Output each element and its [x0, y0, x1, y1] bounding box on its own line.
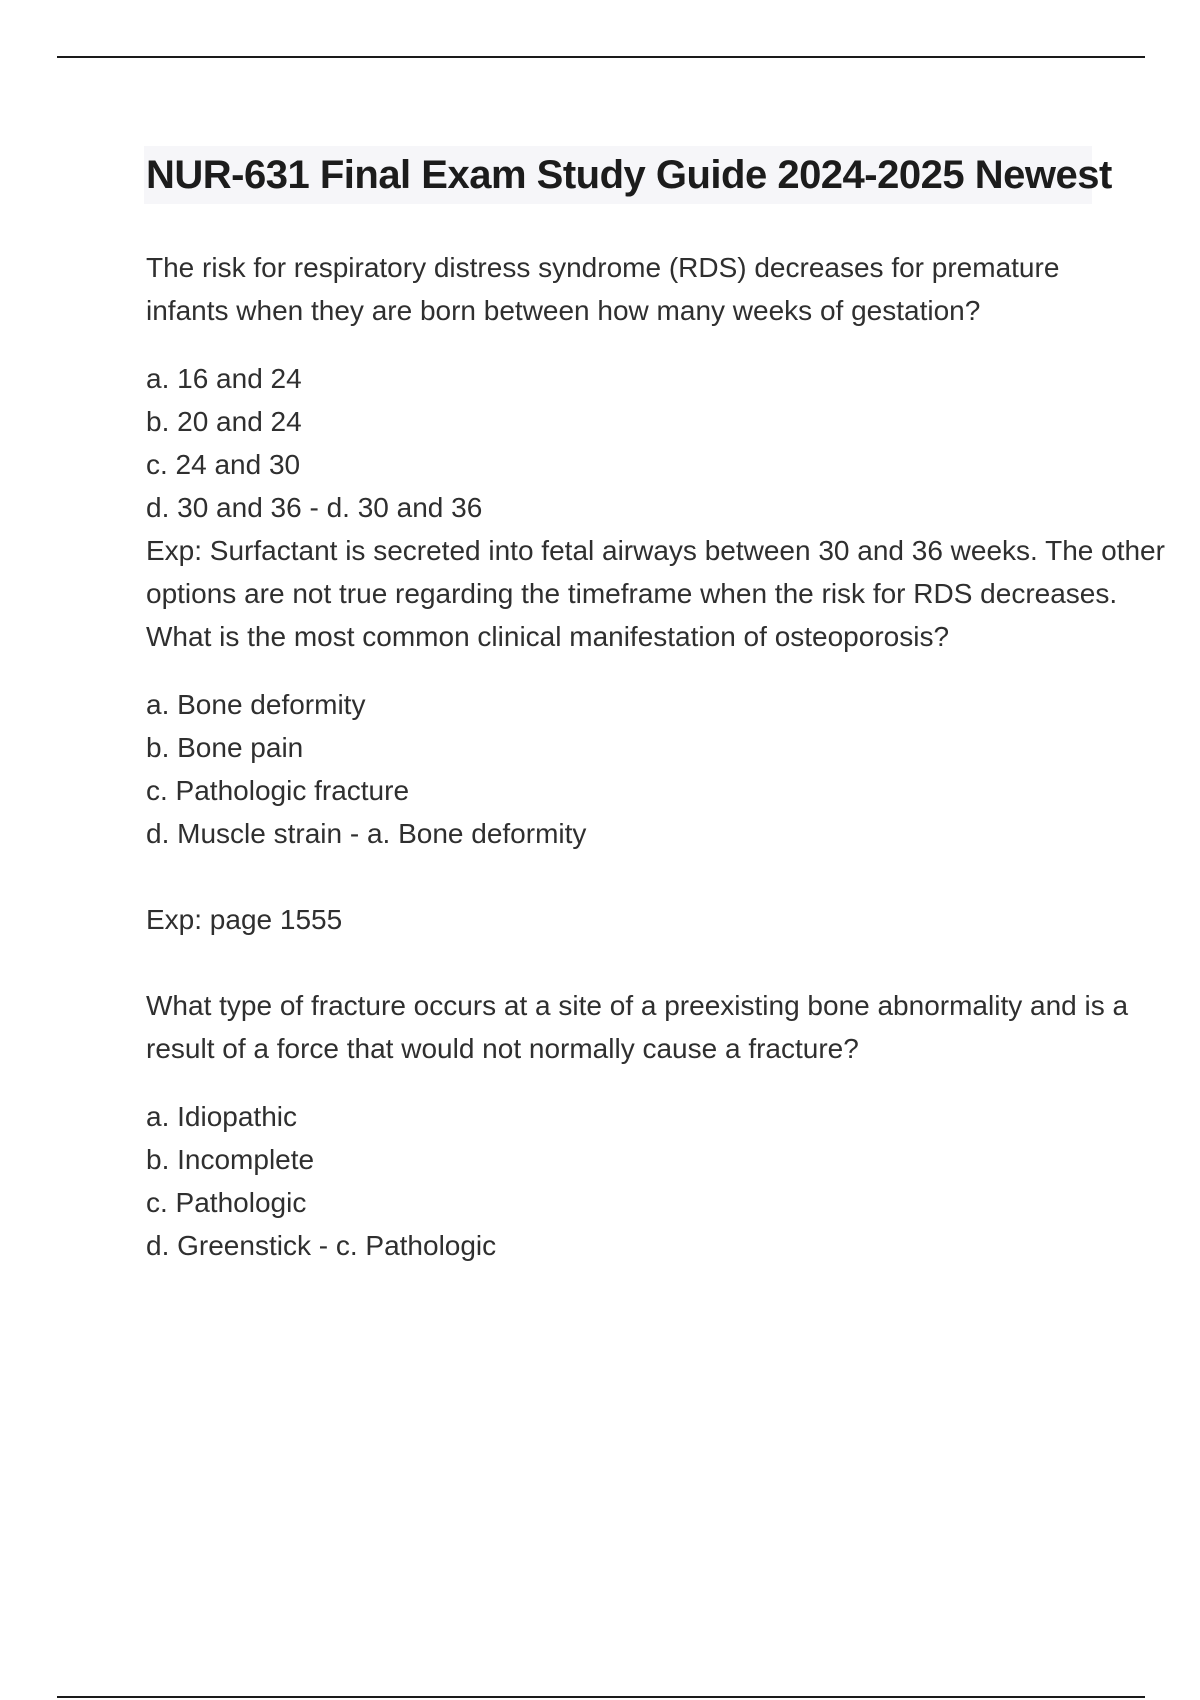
explanation-text: options are not true regarding the timeframe when the risk for RDS decreases. — [146, 578, 1118, 609]
explanation-text: Exp: page 1555 — [146, 904, 343, 935]
answer-option: c. Pathologic — [146, 1187, 307, 1218]
question-block-2 — [146, 615, 1106, 984]
question-text: What is the most common clinical manifestation of osteoporosis? — [146, 621, 950, 652]
question-text: result of a force that would not normally cause a fracture? — [146, 1033, 859, 1064]
answer-option: a. Idiopathic — [146, 1101, 297, 1132]
answer-option: c. Pathologic fracture — [146, 775, 410, 806]
question-block-3 — [146, 984, 1129, 1267]
question-text: What type of fracture occurs at a site of a preexisting bone abnormality and is a — [146, 990, 1129, 1021]
document-body — [146, 246, 1165, 1267]
answer-option: c. 24 and 30 — [146, 449, 301, 480]
answer-option: a. Bone deformity — [146, 689, 366, 720]
top-rule — [57, 56, 1145, 58]
explanation-text: Exp: Surfactant is secreted into fetal airways between 30 and 36 weeks. The other — [146, 535, 1165, 566]
question-text: The risk for respiratory distress syndrome (RDS) decreases for premature — [146, 252, 1060, 283]
document-title: NUR-631 Final Exam Study Guide 2024-2025 Newest — [146, 153, 1112, 197]
question-text: infants when they are born between how many weeks of gestation? — [146, 295, 981, 326]
answer-option: b. 20 and 24 — [146, 406, 302, 437]
answer-option: b. Bone pain — [146, 732, 304, 763]
answer-option: b. Incomplete — [146, 1144, 315, 1175]
answer-option-with-answer: d. Greenstick - c. Pathologic — [146, 1230, 497, 1261]
answer-option: a. 16 and 24 — [146, 363, 302, 394]
bottom-rule — [57, 1696, 1145, 1698]
answer-option-with-answer: d. Muscle strain - a. Bone deformity — [146, 818, 587, 849]
answer-option-with-answer: d. 30 and 36 - d. 30 and 36 — [146, 492, 483, 523]
question-block-1 — [146, 246, 1165, 615]
